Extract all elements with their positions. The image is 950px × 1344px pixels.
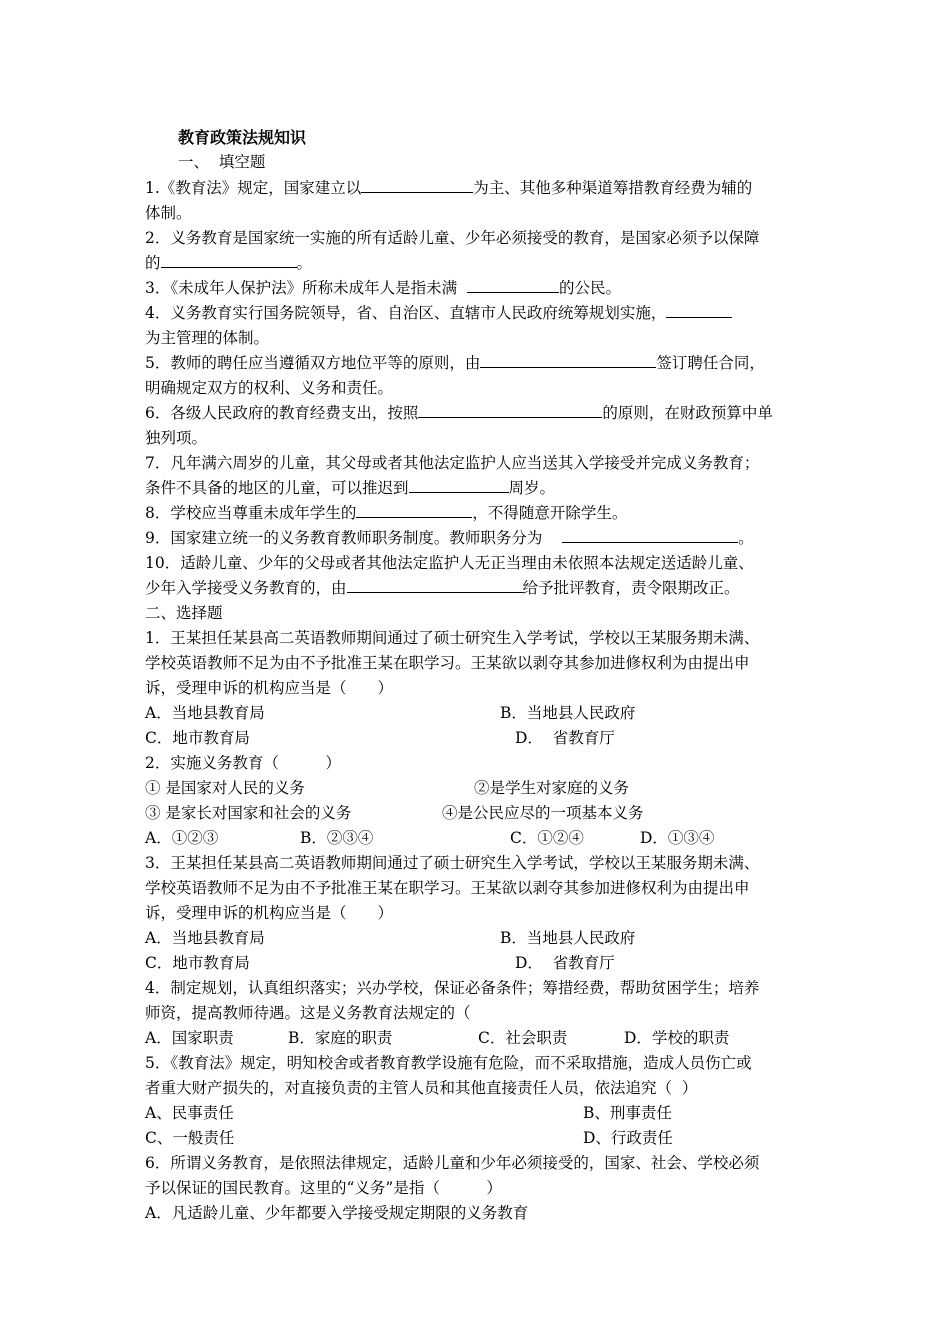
choice-q4-line2: 师资，提高教师待遇。这是义务教育法规定的（ [145,1004,471,1022]
choice-q2-statement-2: ②是学生对家庭的义务 [474,779,630,797]
choice-q1-option-a[interactable]: A．当地县教育局 [145,704,265,722]
choice-q4-option-a[interactable]: A．国家职责 [145,1029,234,1047]
choice-q3-option-d[interactable]: D． 省教育厅 [515,954,615,972]
answer-blank[interactable] [409,478,509,493]
fill-q1-line1: 1.《教育法》规定，国家建立以 为主、其他多种渠道筹措教育经费为辅的 [145,179,753,197]
choice-q2-option-d[interactable]: D．①③④ [640,829,715,847]
answer-blank[interactable] [418,403,602,418]
answer-blank[interactable] [161,253,297,268]
section-heading-fill: 一、 填空题 [178,153,266,171]
choice-q2-statement-1: ① 是国家对人民的义务 [145,779,305,797]
fill-q4-line2: 为主管理的体制。 [145,329,270,347]
choice-q5-option-d[interactable]: D、行政责任 [583,1129,673,1147]
page-title: 教育政策法规知识 [178,128,307,147]
choice-q2-statement-4: ④是公民应尽的一项基本义务 [442,804,644,822]
choice-q4-option-c[interactable]: C．社会职责 [478,1029,568,1047]
fill-q5-line1: 5．教师的聘任应当遵循双方地位平等的原则，由 签订聘任合同， [145,354,765,372]
fill-q10-line2: 少年入学接受义务教育的，由 给予批评教育，责令限期改正。 [145,579,740,597]
choice-q2-option-b[interactable]: B．②③④ [300,829,374,847]
fill-q2-line2: 的 。 [145,254,313,272]
choice-q3-line2: 学校英语教师不足为由不予批准王某在职学习。王某欲以剥夺其参加进修权利为由提出申 [145,879,750,897]
choice-q2-option-c[interactable]: C．①②④ [510,829,584,847]
choice-q4-option-d[interactable]: D．学校的职责 [624,1029,730,1047]
answer-blank[interactable] [480,353,656,368]
choice-q4-line1: 4．制定规划，认真组织落实；兴办学校，保证必备条件；筹措经费，帮助贫困学生；培养 [145,979,760,997]
fill-q4-line1: 4．义务教育实行国务院领导，省、自治区、直辖市人民政府统筹规划实施， [145,303,732,323]
choice-q2-statement-3: ③ 是家长对国家和社会的义务 [145,804,352,822]
choice-q1-option-c[interactable]: C．地市教育局 [145,729,250,747]
fill-q6-line1: 6．各级人民政府的教育经费支出，按照 的原则，在财政预算中单 [145,404,773,422]
fill-q2-line1: 2．义务教育是国家统一实施的所有适龄儿童、少年必须接受的教育，是国家必须予以保障 [145,229,760,247]
choice-q1-line3: 诉，受理申诉的机构应当是（ ） [145,679,394,697]
choice-q3-option-a[interactable]: A．当地县教育局 [145,929,265,947]
choice-q1-line1: 1．王某担任某县高二英语教师期间通过了硕士研究生入学考试，学校以王某服务期未满、 [145,629,760,647]
fill-q10-line1: 10．适龄儿童、少年的父母或者其他法定监护人无正当理由未依照本法规定送适龄儿童、 [145,554,754,572]
choice-q2-line: 2．实施义务教育（ ） [145,754,341,772]
fill-q7-line2: 条件不具备的地区的儿童，可以推迟到 周岁。 [145,479,556,497]
section-heading-choice: 二、选择题 [145,604,223,622]
answer-blank[interactable] [361,178,473,193]
answer-blank[interactable] [562,528,738,543]
answer-blank[interactable] [347,578,523,593]
answer-blank[interactable] [666,303,732,318]
choice-q3-option-c[interactable]: C．地市教育局 [145,954,250,972]
choice-q5-option-a[interactable]: A、民事责任 [145,1104,234,1122]
choice-q5-option-b[interactable]: B、刑事责任 [583,1104,672,1122]
choice-q5-line2: 者重大财产损失的，对直接负责的主管人员和其他直接责任人员，依法追究（ ） [145,1079,698,1097]
choice-q3-option-b[interactable]: B．当地县人民政府 [500,929,636,947]
choice-q1-option-d[interactable]: D． 省教育厅 [515,729,615,747]
fill-q9: 9．国家建立统一的义务教育教师职务制度。教师职务分为 。 [145,529,754,547]
choice-q6-line1: 6．所谓义务教育，是依照法律规定，适龄儿童和少年必须接受的，国家、社会、学校必须 [145,1154,760,1172]
answer-blank[interactable] [467,278,559,293]
choice-q1-option-b[interactable]: B．当地县人民政府 [500,704,636,722]
fill-q6-line2: 独列项。 [145,429,208,447]
choice-q3-line3: 诉，受理申诉的机构应当是（ ） [145,904,394,922]
choice-q6-line2: 予以保证的国民教育。这里的“义务”是指（ ） [145,1179,502,1197]
fill-q1-line2: 体制。 [145,204,192,222]
choice-q4-option-b[interactable]: B．家庭的职责 [288,1029,393,1047]
fill-q8: 8．学校应当尊重未成年学生的 ，不得随意开除学生。 [145,504,628,522]
fill-q3: 3．《未成年人保护法》所称未成年人是指未满 的公民。 [145,279,621,297]
choice-q6-option-a[interactable]: A．凡适龄儿童、少年都要入学接受规定期限的义务教育 [145,1204,529,1222]
choice-q2-option-a[interactable]: A．①②③ [145,829,219,847]
choice-q3-line1: 3．王某担任某县高二英语教师期间通过了硕士研究生入学考试，学校以王某服务期未满、 [145,854,760,872]
fill-q7-line1: 7．凡年满六周岁的儿童，其父母或者其他法定监护人应当送其入学接受并完成义务教育； [145,454,760,472]
choice-q5-line1: 5．《教育法》规定，明知校舍或者教育教学设施有危险，而不采取措施，造成人员伤亡或 [145,1054,752,1072]
choice-q5-option-c[interactable]: C、一般责任 [145,1129,235,1147]
choice-q1-line2: 学校英语教师不足为由不予批准王某在职学习。王某欲以剥夺其参加进修权利为由提出申 [145,654,750,672]
fill-q5-line2: 明确规定双方的权利、义务和责任。 [145,379,394,397]
answer-blank[interactable] [356,503,472,518]
